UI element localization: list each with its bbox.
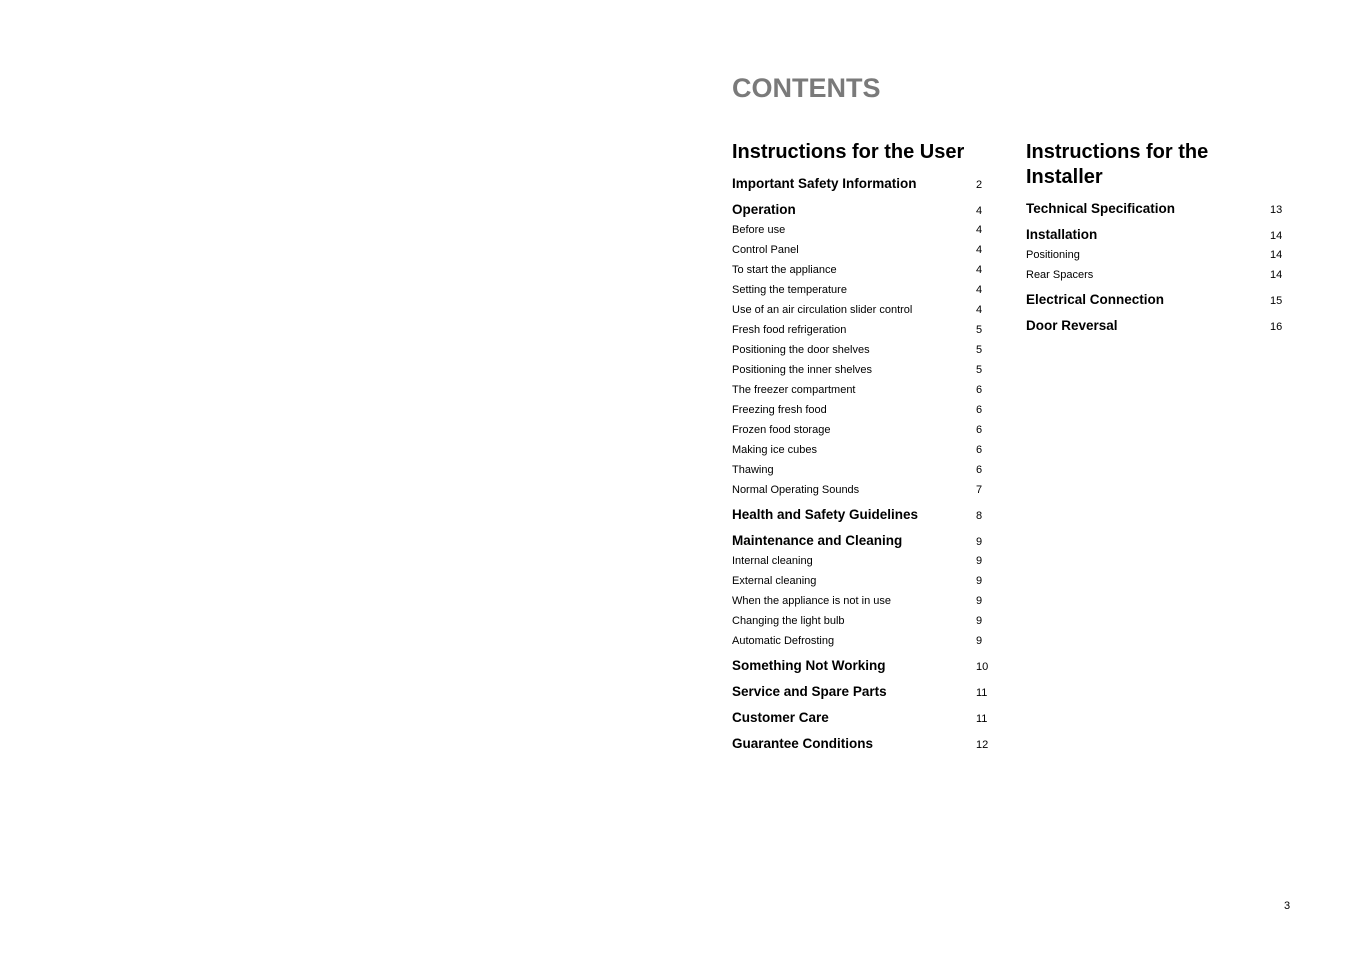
toc-entry-label: Before use	[732, 224, 786, 236]
toc-entry-page: 5	[976, 324, 983, 336]
toc-entry-label: Electrical Connection	[1026, 292, 1165, 307]
toc-entry-label: External cleaning	[732, 575, 817, 587]
toc-entry-page: 15	[1270, 295, 1283, 307]
installer-toc-list	[1026, 196, 1284, 339]
toc-entry-label: Door Reversal	[1026, 318, 1118, 333]
toc-entry-label: Fresh food refrigeration	[732, 324, 847, 336]
toc-entry	[732, 551, 990, 571]
toc-entry-label: The freezer compartment	[732, 384, 856, 396]
toc-entry-page: 11	[976, 713, 988, 725]
toc-entry-label: Maintenance and Cleaning	[732, 533, 903, 548]
toc-entry-page: 6	[976, 424, 983, 436]
toc-entry	[732, 380, 990, 400]
toc-entry-label: Positioning	[1026, 249, 1080, 261]
toc-entry	[732, 300, 990, 320]
toc-entry	[732, 679, 990, 705]
toc-entry	[732, 280, 990, 300]
toc-entry-label: Operation	[732, 202, 796, 217]
toc-entry-page: 4	[976, 205, 983, 217]
toc-entry-page: 9	[976, 555, 983, 567]
toc-entry-label: Customer Care	[732, 710, 829, 725]
toc-entry-label: Normal Operating Sounds	[732, 484, 860, 496]
toc-entry	[732, 320, 990, 340]
toc-entry-label: Installation	[1026, 227, 1098, 242]
toc-entry-page: 6	[976, 384, 983, 396]
toc-entry-label: Automatic Defrosting	[732, 635, 835, 647]
toc-entry-page: 5	[976, 364, 983, 376]
toc-entry-label: Control Panel	[732, 244, 799, 256]
toc-entry	[732, 460, 990, 480]
toc-entry-page: 4	[976, 264, 983, 276]
toc-entry-page: 16	[1270, 321, 1283, 333]
toc-entry-label: Service and Spare Parts	[732, 684, 887, 699]
toc-entry-page: 12	[976, 739, 989, 751]
toc-entry-page: 10	[976, 661, 989, 673]
toc-entry-page: 4	[976, 244, 983, 256]
toc-entry-label: Technical Specification	[1026, 201, 1176, 216]
user-instructions-column	[732, 138, 990, 757]
toc-entry-page: 4	[976, 304, 983, 316]
toc-entry	[1026, 287, 1284, 313]
toc-entry-label: When the appliance is not in use	[732, 595, 891, 607]
toc-entry-page: 13	[1270, 204, 1283, 216]
toc-entry	[732, 631, 990, 651]
toc-entry-label: Positioning the inner shelves	[732, 364, 873, 376]
toc-entry	[732, 360, 990, 380]
toc-entry-label: Setting the temperature	[732, 284, 847, 296]
toc-entry-page: 9	[976, 615, 983, 627]
toc-entry	[1026, 313, 1284, 339]
toc-entry-page: 14	[1270, 249, 1283, 261]
toc-entry-label: Rear Spacers	[1026, 269, 1094, 281]
user-section-heading: Instructions for the User	[732, 141, 965, 163]
toc-entry	[1026, 196, 1284, 222]
toc-entry	[732, 420, 990, 440]
toc-entry-label: Something Not Working	[732, 658, 886, 673]
toc-entry-page: 4	[976, 284, 983, 296]
user-toc-list	[732, 171, 990, 757]
toc-entry-page: 4	[976, 224, 983, 236]
installer-section-heading: Instructions for the Installer	[1026, 141, 1209, 188]
page-title: CONTENTS	[732, 73, 881, 103]
toc-entry-label: Health and Safety Guidelines	[732, 507, 919, 522]
toc-entry-page: 7	[976, 484, 983, 496]
toc-entry-page: 14	[1270, 230, 1283, 242]
toc-entry-page: 9	[976, 575, 983, 587]
toc-entry-label: Positioning the door shelves	[732, 344, 870, 356]
toc-entry	[1026, 265, 1284, 285]
toc-entry-label: Changing the light bulb	[732, 615, 845, 627]
toc-entry	[732, 260, 990, 280]
toc-entry	[732, 705, 990, 731]
toc-entry-page: 6	[976, 404, 983, 416]
toc-entry-page: 9	[976, 635, 983, 647]
toc-entry	[732, 340, 990, 360]
toc-entry	[732, 571, 990, 591]
toc-entry-page: 8	[976, 510, 983, 522]
installer-instructions-column	[1026, 138, 1284, 339]
toc-entry-label: Making ice cubes	[732, 444, 817, 456]
toc-entry-label: Thawing	[732, 464, 774, 476]
toc-entry-page: 6	[976, 444, 983, 456]
toc-entry	[732, 502, 990, 528]
toc-entry-label: Internal cleaning	[732, 555, 813, 567]
toc-entry	[1026, 245, 1284, 265]
toc-entry-page: 2	[976, 179, 983, 191]
toc-entry	[732, 653, 990, 679]
toc-entry	[732, 731, 990, 757]
toc-entry-label: Use of an air circulation slider control	[732, 304, 913, 316]
toc-entry-label: To start the appliance	[732, 264, 837, 276]
toc-entry-page: 11	[976, 687, 988, 699]
toc-entry	[732, 480, 990, 500]
toc-entry	[732, 171, 990, 197]
toc-entry-label: Frozen food storage	[732, 424, 831, 436]
toc-entry	[732, 400, 990, 420]
toc-entry	[732, 591, 990, 611]
toc-entry-page: 14	[1270, 269, 1283, 281]
toc-entry-page: 5	[976, 344, 983, 356]
toc-entry-label: Important Safety Information	[732, 176, 917, 191]
toc-entry-page: 6	[976, 464, 983, 476]
toc-entry-page: 9	[976, 536, 983, 548]
page-number: 3	[1284, 900, 1291, 912]
toc-entry-label: Guarantee Conditions	[732, 736, 874, 751]
toc-entry	[732, 611, 990, 631]
toc-entry	[732, 440, 990, 460]
toc-entry-label: Freezing fresh food	[732, 404, 827, 416]
toc-entry	[732, 240, 990, 260]
toc-entry	[732, 220, 990, 240]
toc-entry-page: 9	[976, 595, 983, 607]
